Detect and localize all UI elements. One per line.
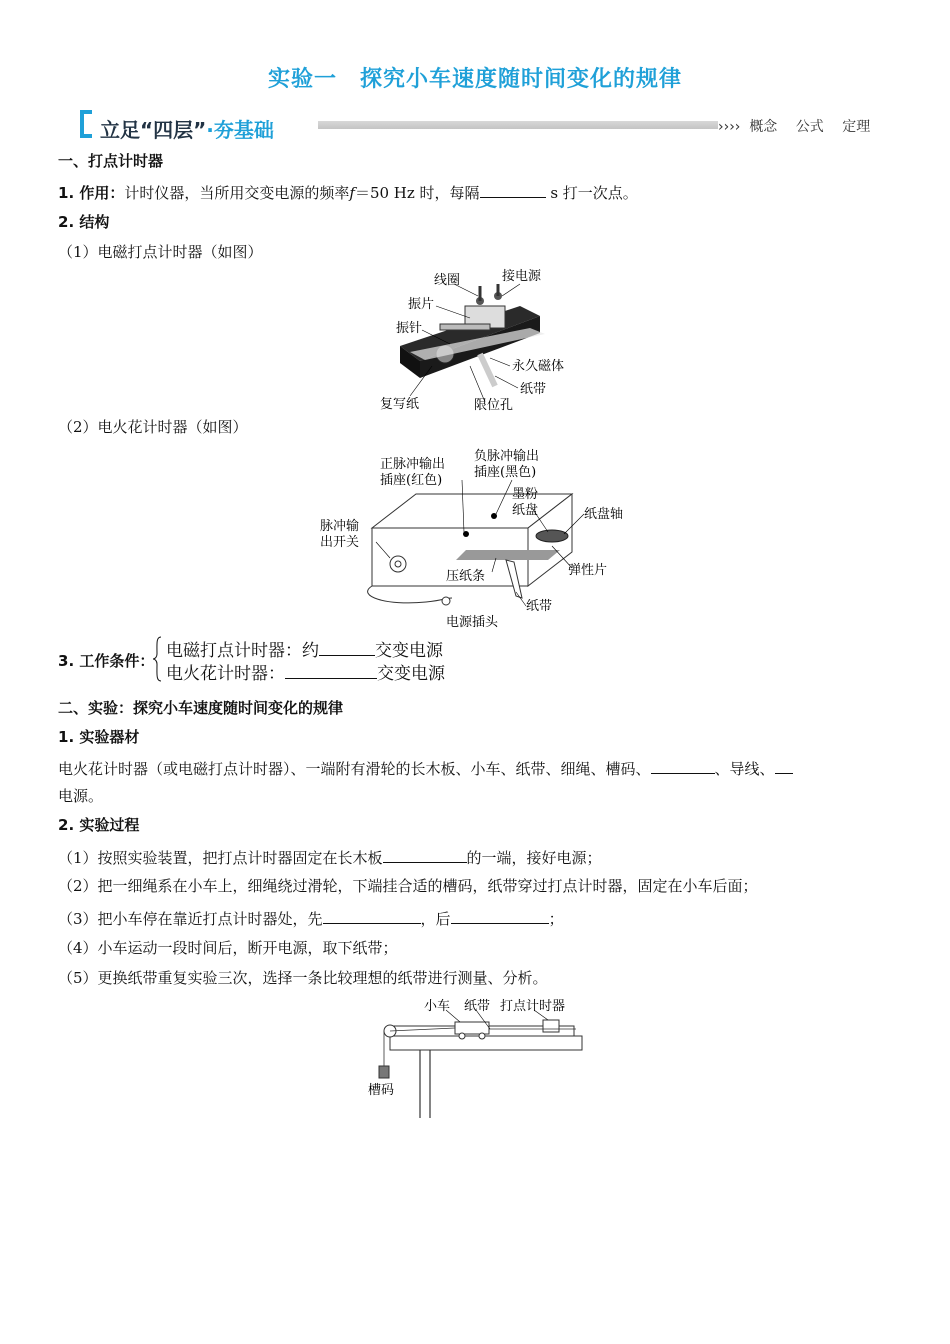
sub2-spark-timer: （2）电火花计时器（如图） xyxy=(58,418,248,436)
cond-spark-suffix: 交变电源 xyxy=(377,664,445,684)
cond-em-suffix: 交变电源 xyxy=(375,641,443,661)
fig2-label-neg-out: 负脉冲输出 xyxy=(474,449,540,464)
item1-number: 1 xyxy=(58,184,69,202)
fig2-label-switch-a: 脉冲输 xyxy=(320,519,360,534)
banner-arrows: ›››› xyxy=(718,119,741,135)
step3-text-c: ； xyxy=(548,910,564,928)
item3-number: 3 xyxy=(58,652,69,670)
fig2-label-toner: 墨粉 xyxy=(512,487,539,502)
banner-tag-quote: “四层” xyxy=(140,118,207,142)
fig1-label-tape: 纸带 xyxy=(520,382,547,397)
item1-text-b: ＝50 Hz 时，每隔 xyxy=(354,184,480,202)
step2: （2）把一细绳系在小车上，细绳绕过滑轮，下端挂合适的槽码，纸带穿过打点计时器，固定在小车后面； xyxy=(58,877,758,895)
fig1-label-hole: 限位孔 xyxy=(474,398,514,413)
step3-text-b: ，后 xyxy=(420,910,451,928)
fig2-label-plug: 电源插头 xyxy=(446,615,499,630)
fig2-label-pos-out: 正脉冲输出 xyxy=(380,457,446,472)
fig1-label-carbon: 复写纸 xyxy=(380,397,420,412)
cond-em-text: 电磁打点计时器：约 xyxy=(166,641,319,661)
page-title: 实验一 探究小车速度随时间变化的规律 xyxy=(267,67,682,92)
banner-tag-suffix: 夯基础 xyxy=(213,118,274,142)
apparatus-figure xyxy=(360,996,586,1122)
fig2-label-tape: 纸带 xyxy=(526,599,553,614)
step1-text-a: （1）按照实验装置，把打点计时器固定在长木板 xyxy=(58,849,383,867)
fig1-label-coil: 线圈 xyxy=(434,273,461,288)
fig3-label-weight: 槽码 xyxy=(368,1083,395,1098)
fig1-label-power: 接电源 xyxy=(502,269,542,284)
step5: （5）更换纸带重复实验三次，选择一条比较理想的纸带进行测量、分析。 xyxy=(58,969,548,987)
item1-text-a: 计时仪器，当所用交变电源的频率 xyxy=(124,184,350,202)
sub1-em-timer: （1）电磁打点计时器（如图） xyxy=(58,243,263,261)
process-heading xyxy=(58,815,139,835)
section-banner xyxy=(78,110,878,144)
blank-spark-voltage[interactable] xyxy=(285,662,377,679)
banner-nav-theorem: 定理 xyxy=(842,119,871,135)
blank-power-type[interactable] xyxy=(775,757,793,774)
materials-number: 1 xyxy=(58,728,69,746)
process-title: . 实验过程 xyxy=(68,816,140,834)
blank-first-action[interactable] xyxy=(323,907,421,924)
banner-nav xyxy=(718,116,870,136)
banner-nav-concept: 概念 xyxy=(749,119,778,135)
fig3-label-cart: 小车 xyxy=(424,999,451,1014)
cond-em xyxy=(166,639,443,661)
materials-heading xyxy=(58,727,139,747)
spark-timer-figure xyxy=(316,446,660,634)
item1-text-c: s 打一次点。 xyxy=(545,184,638,202)
blank-second-action[interactable] xyxy=(451,907,549,924)
blank-material[interactable] xyxy=(651,757,715,774)
step3 xyxy=(58,907,564,929)
item2-title: . 结构 xyxy=(68,213,110,231)
conditions-brace xyxy=(152,636,162,682)
banner-bracket-icon xyxy=(78,110,96,140)
fig2-label-pos-socket: 插座(红色) xyxy=(380,473,443,488)
process-number: 2 xyxy=(58,816,69,834)
banner-tag-dot: · xyxy=(206,118,214,142)
blank-em-voltage[interactable] xyxy=(319,639,375,656)
item2-number: 2 xyxy=(58,213,69,231)
step4: （4）小车运动一段时间后，断开电源，取下纸带； xyxy=(58,939,398,957)
fig2-label-axle: 纸盘轴 xyxy=(584,507,624,522)
banner-tag xyxy=(100,114,274,143)
fig2-label-press: 压纸条 xyxy=(446,569,486,584)
item1-purpose xyxy=(58,181,638,203)
item1-f: f xyxy=(349,184,355,202)
fig3-label-timer: 打点计时器 xyxy=(500,999,566,1014)
cond-spark-text: 电火花计时器： xyxy=(166,664,285,684)
materials-text-c: 电源。 xyxy=(58,787,104,805)
fig1-label-needle: 振针 xyxy=(396,321,423,336)
item3-conditions xyxy=(58,651,154,671)
step3-text-a: （3）把小车停在靠近打点计时器处，先 xyxy=(58,910,323,928)
step1 xyxy=(58,846,602,868)
section2-heading: 二、实验：探究小车速度随时间变化的规律 xyxy=(58,699,344,717)
fig1-label-vibrator: 振片 xyxy=(408,297,435,312)
item2-structure xyxy=(58,212,109,232)
section1-heading: 一、打点计时器 xyxy=(58,152,164,170)
fig2-label-disc: 纸盘 xyxy=(512,503,539,518)
fig1-label-magnet: 永久磁体 xyxy=(512,359,565,374)
materials-text-b: 、导线、 xyxy=(714,760,775,778)
materials-text-a: 电火花计时器（或电磁打点计时器）、一端附有滑轮的长木板、小车、纸带、细绳、槽码、 xyxy=(58,760,651,778)
fig2-label-switch-b: 出开关 xyxy=(320,535,360,550)
blank-interval[interactable] xyxy=(480,181,546,198)
materials-line xyxy=(58,757,793,779)
materials-title: . 实验器材 xyxy=(68,728,140,746)
banner-rule xyxy=(318,121,718,129)
step1-text-b: 的一端，接好电源； xyxy=(466,849,602,867)
blank-board-end[interactable] xyxy=(383,846,467,863)
fig3-label-tape: 纸带 xyxy=(464,999,491,1014)
banner-tag-prefix: 立足 xyxy=(100,118,140,142)
cond-spark xyxy=(166,662,445,684)
item1-title: . 作用： xyxy=(68,184,125,202)
banner-nav-formula: 公式 xyxy=(795,119,824,135)
item3-title: . 工作条件： xyxy=(68,652,155,670)
em-timer-figure xyxy=(370,266,590,416)
fig2-label-spring: 弹性片 xyxy=(568,563,608,578)
fig2-label-neg-socket: 插座(黑色) xyxy=(474,465,537,480)
